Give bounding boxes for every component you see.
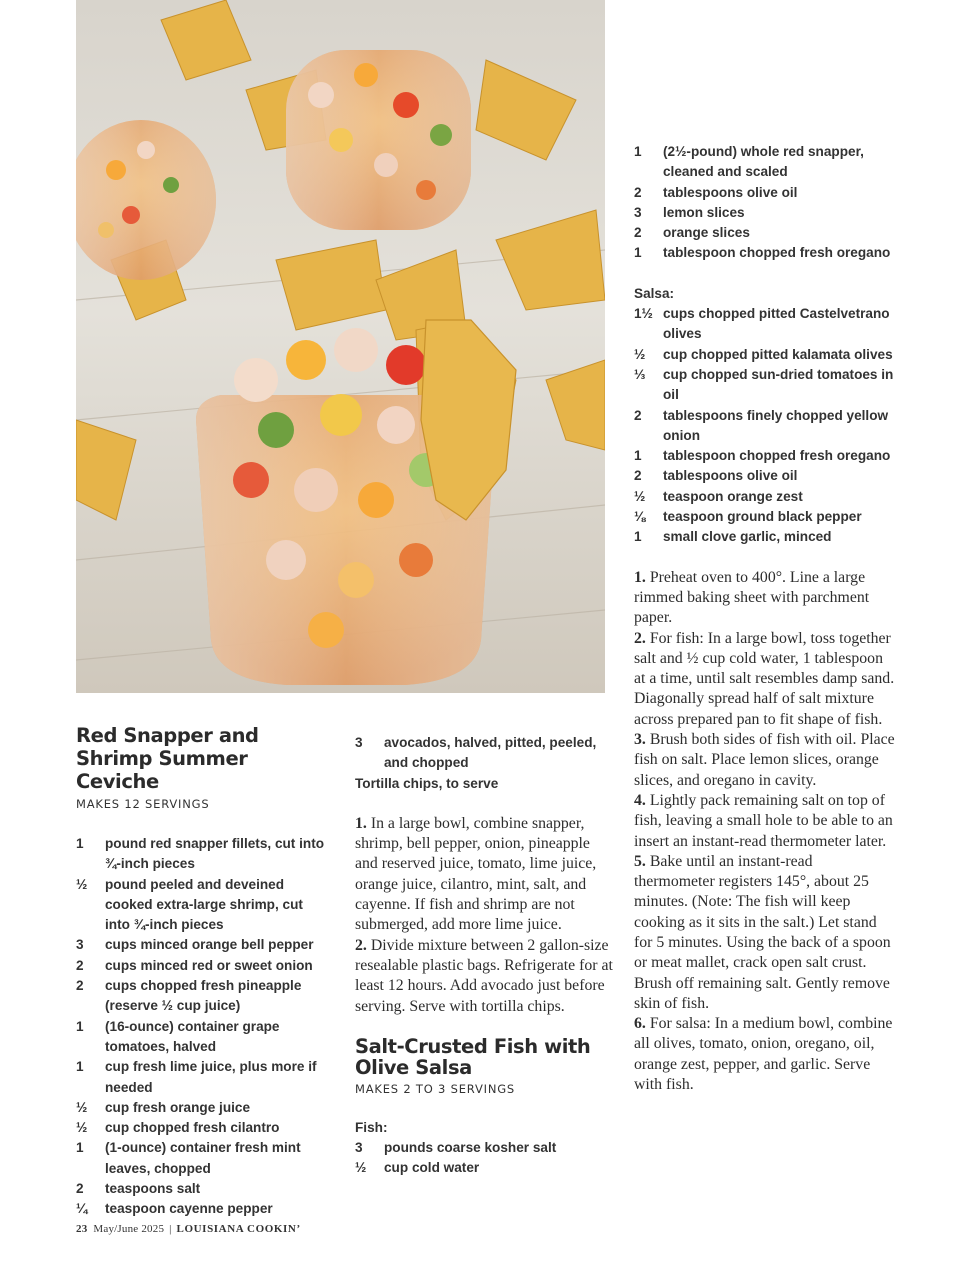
fish-steps (634, 568, 896, 1096)
fish-ingredient-list (355, 1138, 613, 1179)
step: 2. For fish: In a large bowl, toss together salt and ½ cup cold water, 1 tablespoon at a time, until salt resembles damp sand. Diagonally spread half of salt mixture across prepared pan to fit shape of fish. (634, 629, 895, 728)
ingredient-item: 1 (1-ounce) container fresh mint leaves, chopped (76, 1140, 301, 1176)
ingredient-item: ½ cup chopped fresh cilantro (76, 1120, 280, 1136)
ingredient-item: ½ pound peeled and deveined cooked extra-large shrimp, cut into ¾-inch pieces (76, 876, 303, 933)
footer-separator: | (169, 1223, 172, 1235)
step: 4. Lightly pack remaining salt on top of fish, leaving a small hole to be able to an insert an instant-read thermometer later. (634, 791, 893, 850)
step: 5. Bake until an instant-read thermometer registers 145°, about 25 minutes. (Note: The fish will keep cooking as it sits in the salt.) Let stand for 5 minutes. Using the back of a spoon or meat mallet, crack open salt crust. Brush off remaining salt. Gently remove skin of fish. (634, 852, 891, 1012)
ingredient-item: 1 (16-ounce) container grape tomatoes, halved (76, 1018, 280, 1054)
ceviche-illustration (76, 0, 605, 693)
ingredient-item: 1 tablespoon chopped fresh oregano (634, 245, 891, 261)
fish-yield: MAKES 2 TO 3 SERVINGS (355, 1081, 516, 1096)
ingredient-item: 3 cups minced orange bell pepper (76, 937, 314, 953)
ingredient-item: ½ cup cold water (355, 1160, 480, 1176)
issue-date: May/June 2025 (93, 1223, 165, 1235)
step: 6. For salsa: In a medium bowl, combine all olives, tomato, onion, oregano, oil, orange zest, pepper, and garlic. Serve with fish. (634, 1015, 893, 1094)
fish-title: Salt-Crusted Fish with Olive Salsa (355, 1034, 591, 1079)
ceviche-ingredient-list (76, 834, 326, 1220)
salsa-ingredient-list (634, 304, 896, 548)
step: 2. Divide mixture between 2 gallon-size resealable plastic bags. Refrigerate for at least 12 hours. Add avocado just before serving. Serve with tortilla chips. (355, 936, 613, 1015)
ingredient-item: 1 small clove garlic, minced (634, 529, 832, 545)
salsa-heading: Salsa: (634, 285, 675, 301)
step: 1. Preheat oven to 400°. Line a large rimmed baking sheet with parchment paper. (634, 568, 870, 627)
middle-column (355, 733, 613, 1179)
ingredient-item: ½ cup chopped pitted kalamata olives (634, 346, 893, 362)
ceviche-ingredient-list-cont (355, 733, 613, 774)
ingredient-item: ⅛ teaspoon ground black pepper (634, 509, 862, 525)
ingredient-item: 2 orange slices (634, 225, 750, 241)
right-column (634, 142, 896, 1095)
ingredient-item: 2 cups minced red or sweet onion (76, 957, 313, 973)
ceviche-photo (76, 0, 605, 693)
step: 1. In a large bowl, combine snapper, shrimp, bell pepper, onion, pineapple and reserved juice, tomato, lime juice, orange juice, cilantro, mint, salt, and cayenne. If fish and shrimp are not submerged, add more lime juice. (355, 814, 597, 934)
ingredient-item: ½ cup fresh orange juice (76, 1099, 251, 1115)
ceviche-serve-note: Tortilla chips, to serve (355, 775, 499, 791)
step: 3. Brush both sides of fish with oil. Place fish on salt. Place lemon slices, orange slices, and oregano in cavity. (634, 731, 895, 789)
ingredient-item: 1 cup fresh lime juice, plus more if needed (76, 1059, 317, 1095)
ingredient-item: ⅓ cup chopped sun-dried tomatoes in oil (634, 366, 894, 403)
ingredient-item: 2 tablespoons olive oil (634, 468, 798, 484)
ingredient-item: 1 tablespoon chopped fresh oregano (634, 448, 891, 464)
page-footer (76, 1223, 301, 1235)
ingredient-item: 3 lemon slices (634, 204, 745, 220)
ingredient-item: 1 pound red snapper fillets, cut into ¾-inch pieces (76, 836, 325, 872)
fish-ingredient-list-cont (634, 142, 896, 264)
ceviche-yield: MAKES 12 SERVINGS (76, 797, 210, 811)
page-number: 23 (76, 1223, 88, 1235)
ingredient-item: 1 (2½-pound) whole red snapper, cleaned and scaled (634, 144, 864, 180)
fish-heading: Fish: (355, 1119, 388, 1135)
ingredient-item: 2 tablespoons olive oil (634, 184, 798, 200)
ceviche-title: Red Snapper and Shrimp Summer Ceviche (76, 724, 259, 793)
ingredient-item: ¼ teaspoon cayenne pepper (76, 1201, 273, 1217)
ingredient-item: 1½ cups chopped pitted Castelvetrano olives (634, 306, 890, 342)
ingredient-item: 3 pounds coarse kosher salt (355, 1140, 557, 1156)
magazine-name: LOUISIANA COOKIN’ (176, 1223, 301, 1235)
ingredient-item: 2 teaspoons salt (76, 1181, 201, 1197)
ingredient-item: 2 cups chopped fresh pineapple (reserve ½ cup juice) (76, 978, 302, 1014)
ceviche-steps (355, 814, 613, 1017)
ceviche-column (76, 724, 326, 1220)
ingredient-item: ½ teaspoon orange zest (634, 488, 803, 504)
ingredient-item: 2 tablespoons finely chopped yellow onion (634, 407, 889, 443)
ingredient-item: 3 avocados, halved, pitted, peeled, and chopped (355, 735, 597, 771)
